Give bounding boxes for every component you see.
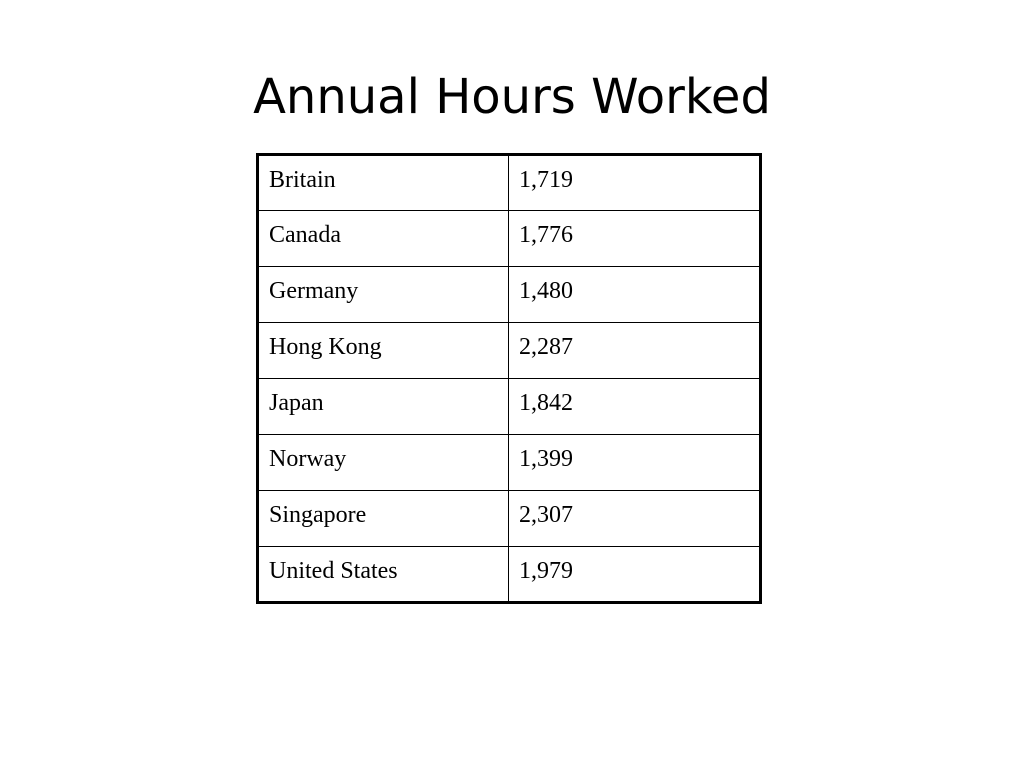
table-row bbox=[258, 547, 761, 603]
hours-cell: 1,842 bbox=[509, 379, 761, 435]
hours-cell: 1,719 bbox=[509, 155, 761, 211]
country-cell: Hong Kong bbox=[258, 323, 509, 379]
table-row bbox=[258, 323, 761, 379]
table-row bbox=[258, 379, 761, 435]
table-row bbox=[258, 491, 761, 547]
country-cell: Britain bbox=[258, 155, 509, 211]
hours-cell: 1,776 bbox=[509, 211, 761, 267]
hours-cell: 2,287 bbox=[509, 323, 761, 379]
hours-cell: 1,979 bbox=[509, 547, 761, 603]
country-cell: Norway bbox=[258, 435, 509, 491]
country-cell: Singapore bbox=[258, 491, 509, 547]
table-row bbox=[258, 211, 761, 267]
hours-cell: 1,399 bbox=[509, 435, 761, 491]
country-cell: Germany bbox=[258, 267, 509, 323]
hours-cell: 2,307 bbox=[509, 491, 761, 547]
country-cell: Japan bbox=[258, 379, 509, 435]
hours-table bbox=[256, 153, 762, 604]
hours-cell: 1,480 bbox=[509, 267, 761, 323]
country-cell: Canada bbox=[258, 211, 509, 267]
slide-title: Annual Hours Worked bbox=[253, 69, 771, 125]
table-row bbox=[258, 435, 761, 491]
country-cell: United States bbox=[258, 547, 509, 603]
table-row bbox=[258, 155, 761, 211]
table-row bbox=[258, 267, 761, 323]
